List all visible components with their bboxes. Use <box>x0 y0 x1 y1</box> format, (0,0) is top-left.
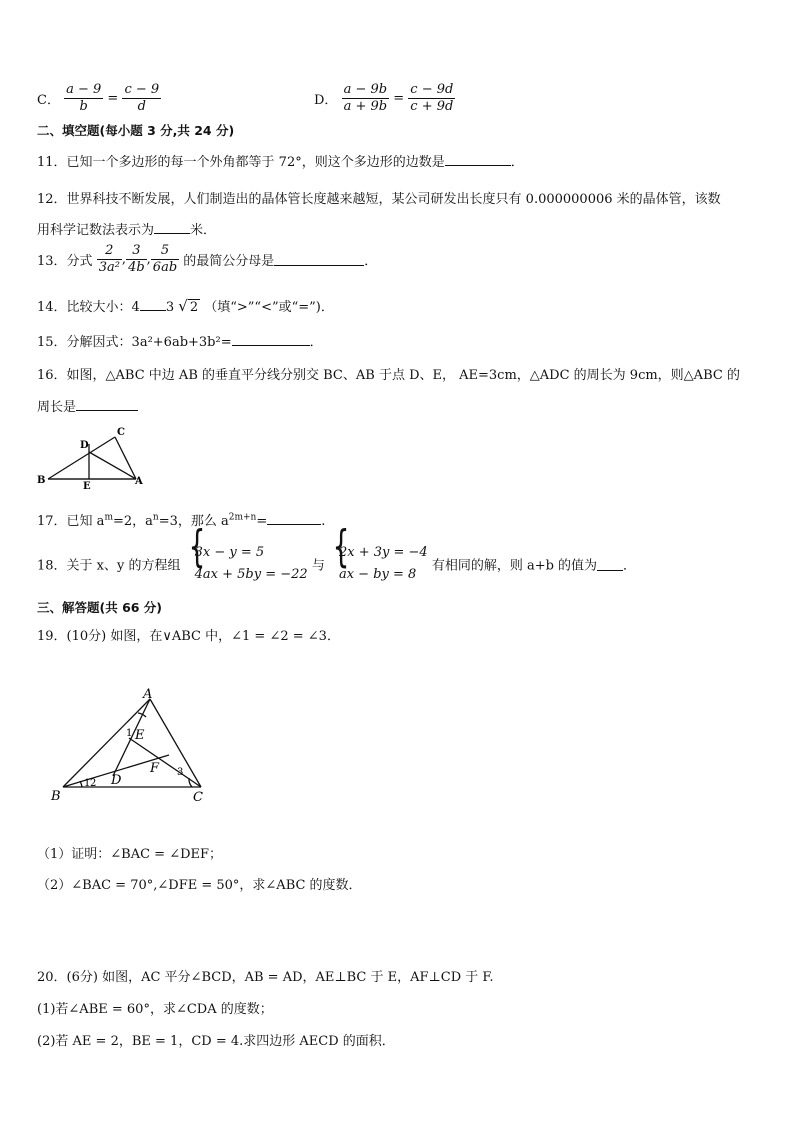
answer-blank <box>76 398 138 411</box>
section-heading: 三、解答题(共 66 分) <box>37 600 163 615</box>
angle-2-label: 2 <box>90 778 97 789</box>
answer-blank <box>140 298 166 311</box>
label-d: D <box>80 440 89 451</box>
fraction: $\frac{c - 9d}{c + 9d}$ <box>410 82 454 114</box>
label-c: C <box>193 790 203 805</box>
question-13: 13．分式 $\frac{2}{\text{3a²}}$ , $\frac{3}{4b}$ , $\frac{5}{6ab}$ 的最简公分母是 ． <box>37 243 378 275</box>
question-15: 15．分解因式：3a²+6ab+3b²= ． <box>37 335 323 350</box>
question-12-line2: 用科学记数法表示为 米． <box>37 223 217 238</box>
question-19-part1: （1）证明：∠BAC = ∠DEF； <box>37 847 223 862</box>
option-c: C． $\frac{a - 9}{b}$ = $\frac{c - 9}{d}$ <box>37 82 160 114</box>
fraction: $\frac{a - 9b}{a + 9b}$ <box>343 82 388 114</box>
answer-blank <box>267 512 321 525</box>
question-18: 18．关于 x、y 的方程组 { 3x − y = 5 4ax + 5by = −22 与 { 2x + 3y = −4 ax − by = 8 有相同的解，则 a+b 的值为 ． <box>37 542 636 586</box>
answer-blank <box>232 333 310 346</box>
option-d: D． $\frac{a - 9b}{a + 9b}$ = $\frac{c - 9d}{c + 9d}$ <box>314 82 454 114</box>
label-e: E <box>135 728 145 743</box>
label-a: A <box>135 476 143 487</box>
fraction: $\frac{c - 9}{d}$ <box>124 82 160 114</box>
label-e: E <box>83 481 91 490</box>
question-19: 19．(10分) 如图，在∨ABC 中，∠1 = ∠2 = ∠3． <box>37 629 340 644</box>
equation-system-2: { 2x + 3y = −4 ax − by = 8 <box>329 542 428 586</box>
question-16-line1: 16．如图，△ABC 中边 AB 的垂直平分线分别交 BC、AB 于点 D、E， AE=3cm，△ADC 的周长为 9cm，则△ABC 的 <box>37 368 740 383</box>
sqrt-symbol: √ <box>178 297 188 315</box>
label-b: B <box>37 475 46 486</box>
fraction: $\frac{3}{4b}$ <box>128 243 145 275</box>
label-f: F <box>150 761 160 776</box>
answer-blank <box>445 153 511 166</box>
question-17: 17．已知 $a^m=2$，$a^n=3$，那么 $a^{2m+n}=$ . <box>37 512 326 529</box>
angle-1-label: 1 <box>84 778 91 789</box>
fraction: $\frac{5}{6ab}$ <box>152 243 178 275</box>
question-20-part2: (2)若 AE = 2，BE = 1，CD = 4.求四边形 AECD 的面积． <box>37 1034 395 1049</box>
answer-blank <box>274 253 364 266</box>
section-heading: 二、填空题(每小题 3 分,共 24 分) <box>37 123 235 138</box>
equation-system-1: { 3x − y = 5 4ax + 5by = −22 <box>185 542 308 586</box>
fraction: $\frac{2}{\text{3a²}}$ <box>98 243 120 275</box>
question-20-part1: (1)若∠ABE = 60°，求∠CDA 的度数； <box>37 1002 273 1017</box>
fraction: $\frac{a - 9}{b}$ <box>66 82 102 114</box>
answer-blank <box>597 558 623 571</box>
question-16-line2: 周长是 <box>37 396 138 415</box>
triangle-figure-19 <box>46 684 216 806</box>
label-a: A <box>143 687 153 702</box>
label-d: D <box>111 773 122 788</box>
angle-3-label: 3 <box>177 767 184 778</box>
label-c: C <box>117 427 125 438</box>
angle-1-label: 1 <box>126 728 133 739</box>
answer-blank <box>154 221 190 234</box>
question-11: 11．已知一个多边形的每一个外角都等于 72°，则这个多边形的边数是 ． <box>37 155 524 170</box>
question-19-part2: （2）∠BAC = 70°,∠DFE = 50°，求∠ABC 的度数． <box>37 878 362 893</box>
question-20: 20．(6分) 如图，AC 平分∠BCD，AB = AD，AE⊥BC 于 E，AF⊥CD 于 F. <box>37 970 494 985</box>
question-14: 14．比较大小：4 3 √ 2 （填“>”“<”或“=”)． <box>37 297 334 315</box>
question-12-line1: 12．世界科技不断发展，人们制造出的晶体管长度越来越短，某公司研发出长度只有 0.000000006 米的晶体管，该数 <box>37 192 721 207</box>
triangle-figure-16 <box>36 424 146 490</box>
label-b: B <box>51 789 61 804</box>
